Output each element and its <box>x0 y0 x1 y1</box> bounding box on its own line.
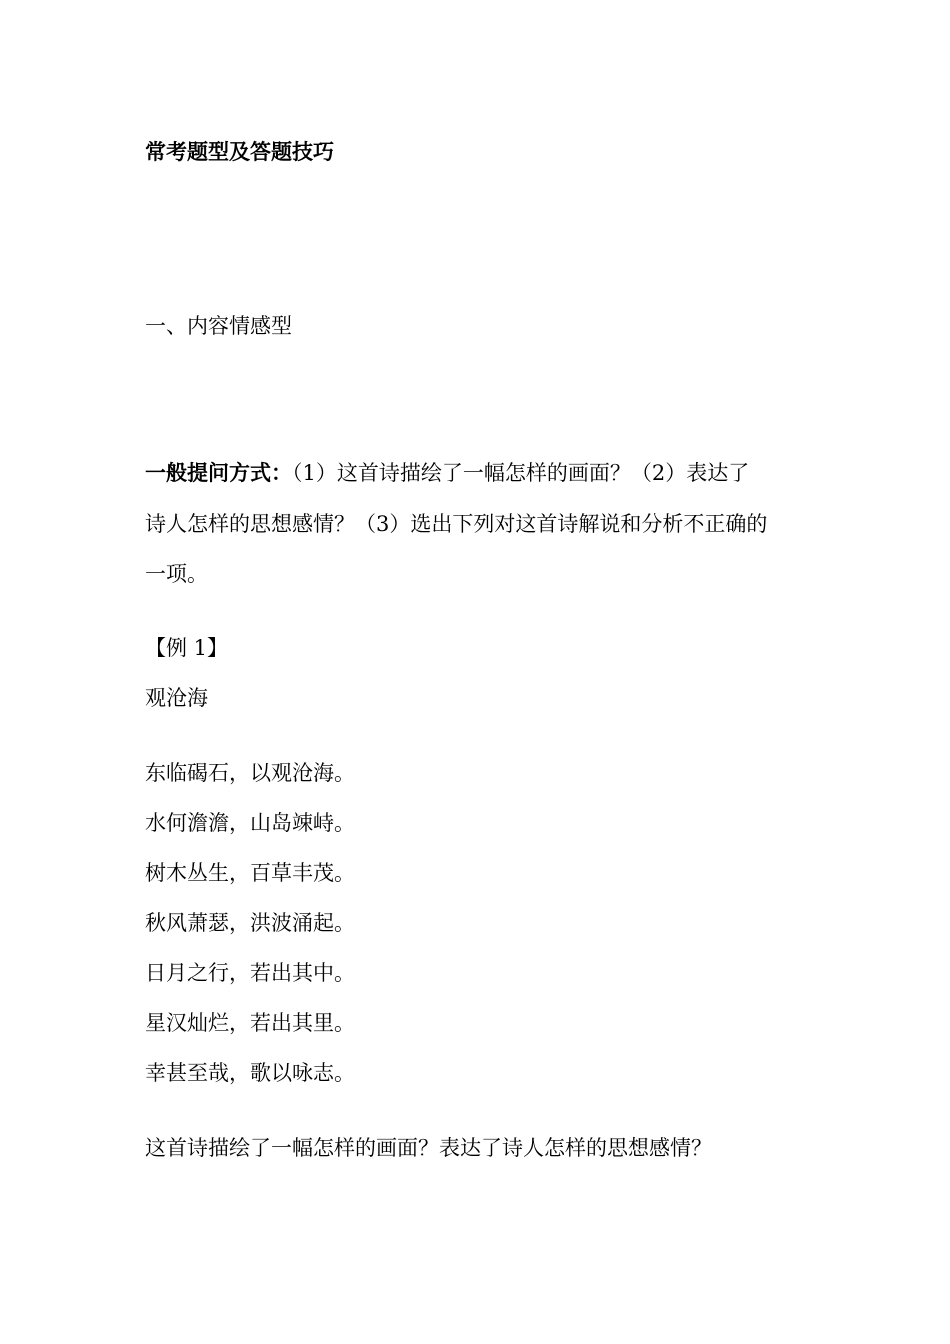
poem-line: 星汉灿烂，若出其里。 <box>145 1011 355 1035</box>
poem-line: 树木丛生，百草丰茂。 <box>145 861 355 885</box>
poem-line: 水何澹澹，山岛竦峙。 <box>145 811 355 835</box>
poem-title: 观沧海 <box>145 686 208 710</box>
poem-body <box>145 759 355 1109</box>
poem-line: 东临碣石，以观沧海。 <box>145 761 355 785</box>
question-intro-line-3: 一项。 <box>145 562 208 586</box>
poem-line: 幸甚至哉，歌以咏志。 <box>145 1061 355 1085</box>
question-intro-line-1 <box>145 459 749 487</box>
document-title: 常考题型及答题技巧 <box>145 139 334 164</box>
question-intro-text: （1）这首诗描绘了一幅怎样的画面？（2）表达了 <box>292 461 750 485</box>
section-heading: 一、内容情感型 <box>145 314 292 338</box>
poem-line: 日月之行，若出其中。 <box>145 961 355 985</box>
poem-line: 秋风萧瑟，洪波涌起。 <box>145 911 355 935</box>
question-intro-line-2: 诗人怎样的思想感情？（3）选出下列对这首诗解说和分析不正确的 <box>145 512 768 536</box>
example-label: 【例 1】 <box>145 636 229 660</box>
question-intro-label: 一般提问方式： <box>145 460 292 485</box>
example-question: 这首诗描绘了一幅怎样的画面？表达了诗人怎样的思想感情？ <box>145 1136 712 1160</box>
